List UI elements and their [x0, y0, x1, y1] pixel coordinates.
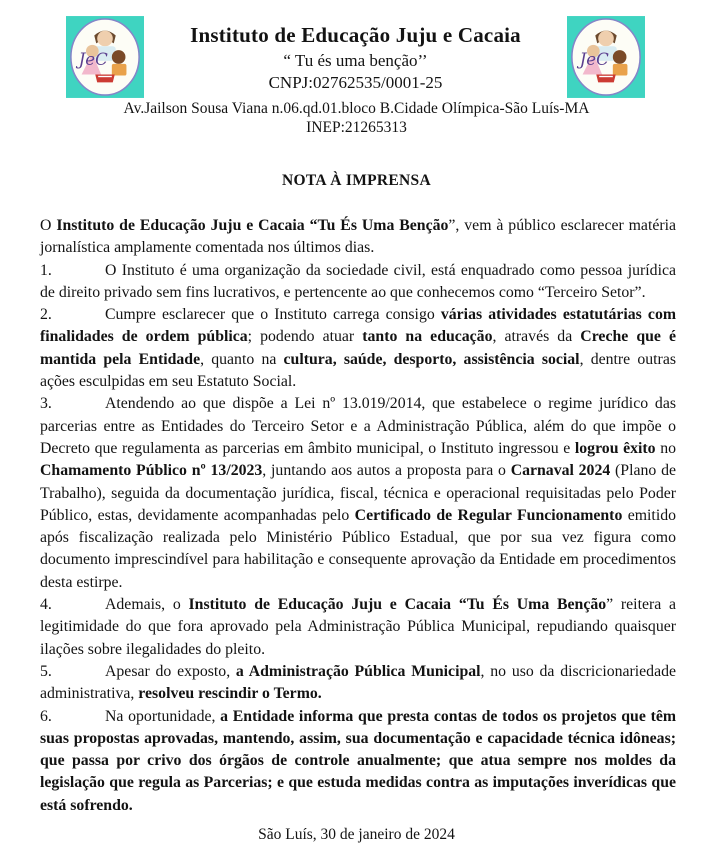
bold-text-segment: Chamamento Público nº 13/2023: [40, 462, 263, 480]
bold-text-segment: Instituto de Educação Juju e Cacaia “Tu És Uma Benção: [56, 217, 449, 234]
numbered-paragraph: [40, 260, 676, 305]
document-heading: NOTA À IMPRENSA: [282, 172, 431, 189]
date-line: São Luís, 30 de janeiro de 2024: [258, 826, 455, 844]
numbered-paragraph: [40, 661, 676, 706]
text-segment: ” reitera a legitimidade do que fora aprovado pela Administração Pública Municipal, repudiando quaisquer ilações sobre ilegalidades do pleito.: [40, 596, 676, 658]
paragraph-number: 1.: [40, 261, 52, 279]
intro-paragraph: [40, 215, 676, 260]
bold-text-segment: Creche que é mantida pela Entidade: [40, 328, 676, 368]
bold-text-segment: a Administração Pública Municipal: [235, 662, 481, 680]
paragraph-number: 3.: [40, 395, 52, 413]
text-segment: , juntando aos autos a proposta para o: [262, 462, 511, 480]
text-segment: no: [655, 439, 676, 457]
numbered-paragraph: [40, 594, 676, 661]
org-title: Instituto de Educação Juju e Cacaia: [190, 23, 521, 47]
text-segment: , dentre outras ações esculpidas em seu Estatuto Social.: [40, 350, 676, 391]
bold-text-segment: várias atividades estatutárias com finalidades de ordem pública: [40, 306, 676, 346]
paragraph-number: 6.: [40, 707, 52, 725]
org-logo-right: [567, 15, 645, 99]
bold-text-segment: cultura, saúde, desporto, assistência social: [283, 350, 580, 368]
text-segment: O: [40, 217, 57, 234]
org-inep: INEP:21265313: [306, 119, 407, 136]
bold-text-segment: tanto na educação: [362, 328, 493, 346]
body-paragraphs: [40, 215, 676, 817]
text-segment: emitido após fiscalização realizada pelo Ministério Público Estadual, que por sua vez figura como documento imprescindível para habilitação e consequente aprovação da Entidade em procedimentos desta estirpe.: [40, 506, 676, 591]
org-motto: “ Tu és uma benção’’: [283, 51, 428, 70]
org-logo-left: [66, 15, 144, 99]
org-address: Av.Jailson Sousa Viana n.06.qd.01.bloco B.Cidade Olímpica-São Luís-MA: [123, 100, 590, 117]
numbered-paragraph: [40, 706, 676, 817]
bold-text-segment: a Entidade informa que presta contas de todos os projetos que têm suas propostas aprovadas, mantendo, assim, sua documentação e capacidade técnica idôneas; que passa por crivo dos órgãos de controle anualmente; que atua sempre nos moldes da legislação que regula as Parcerias; e que estuda medidas contra as imputações inverídicas que está sofrendo.: [40, 707, 676, 814]
paragraph-number: 5.: [40, 662, 52, 680]
org-cnpj: CNPJ:02762535/0001-25: [268, 73, 443, 92]
text-segment: , no uso da discricionariedade administrativa,: [40, 662, 676, 703]
children-illustration-icon: [66, 15, 144, 99]
svg-text:JeC: JeC: [579, 49, 609, 69]
numbered-paragraph: [40, 393, 676, 594]
numbered-paragraph: [40, 304, 676, 393]
text-segment: Ademais, o: [105, 596, 189, 614]
text-segment: Atendendo ao que dispõe a Lei nº 13.019/2014, que estabelece o regime jurídico das parcerias entre as Entidades do Terceiro Setor e a Administração Pública, além do que impõe o Decreto que regulamenta as parcerias em âmbito municipal, o Instituto ingressou e: [40, 395, 676, 457]
paragraph-number: 2.: [40, 306, 52, 324]
text-segment: Apesar do exposto,: [105, 662, 236, 680]
text-segment: ; podendo atuar: [247, 328, 363, 346]
text-segment: , através da: [492, 328, 581, 346]
letterhead-center: [144, 15, 567, 93]
bold-text-segment: resolveu rescindir o Termo.: [138, 685, 322, 703]
bold-text-segment: Carnaval 2024: [510, 462, 611, 480]
text-segment: Na oportunidade,: [105, 707, 221, 725]
children-illustration-icon: [567, 15, 645, 99]
letterhead: [0, 0, 713, 99]
text-segment: (Plano de Trabalho), seguida da documentação jurídica, fiscal, técnica e operacional requisitadas pelo Poder Público, estas, devidamente acompanhadas pelo: [40, 462, 676, 524]
text-segment: ”, vem à público esclarecer matéria jornalística amplamente comentada nos últimos dias.: [40, 217, 677, 257]
bold-text-segment: Certificado de Regular Funcionamento: [354, 506, 623, 524]
paragraph-number: 4.: [40, 596, 52, 614]
text-segment: , quanto na: [200, 350, 284, 368]
text-segment: O Instituto é uma organização da sociedade civil, está enquadrado como pessoa jurídica de direito privado sem fins lucrativos, e pertencente ao que conhecemos como “Terceiro Setor”.: [40, 261, 676, 301]
text-segment: Cumpre esclarecer que o Instituto carrega consigo: [105, 306, 441, 324]
bold-text-segment: Instituto de Educação Juju e Cacaia “Tu És Uma Benção: [188, 596, 607, 614]
svg-text:JeC: JeC: [78, 49, 108, 69]
bold-text-segment: logrou êxito: [574, 439, 656, 457]
